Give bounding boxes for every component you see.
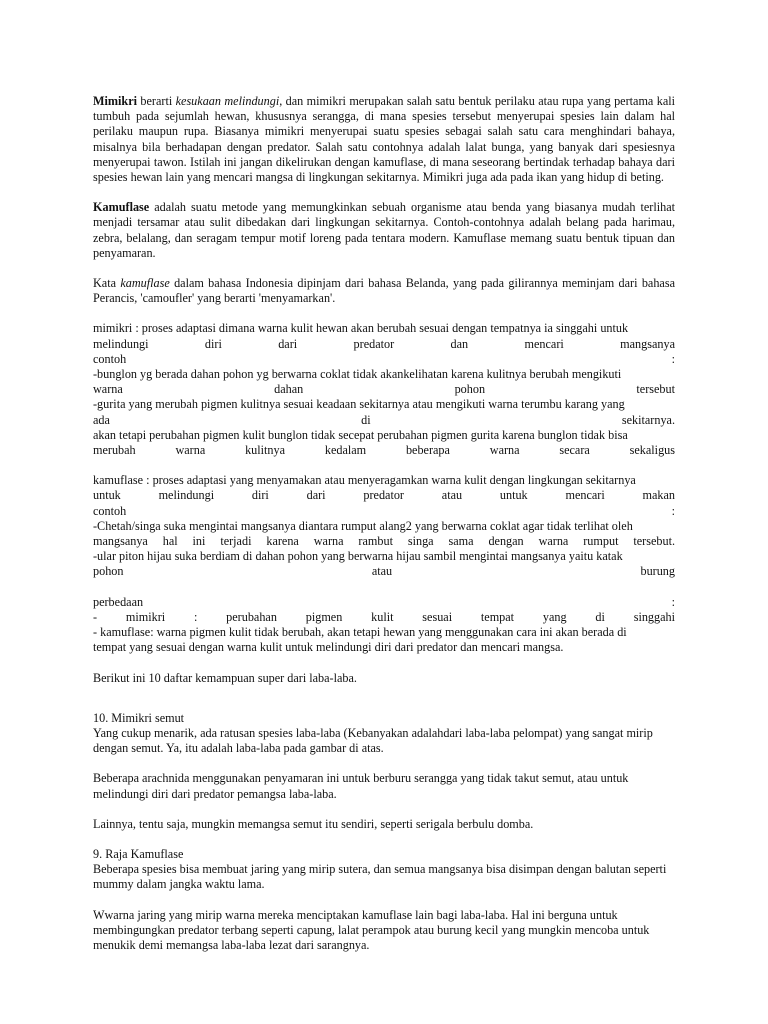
text-span: Kata — [93, 276, 121, 291]
paragraph-kamuflase-definition — [93, 200, 675, 261]
text-span: dalam bahasa Indonesia dipinjam dari bahasa Belanda, yang pada gilirannya meminjam dari bahasa Perancis, 'camoufler' yang berarti 'menyamarkan'. — [93, 276, 675, 306]
text-line: mimikri : proses adaptasi dimana warna kulit hewan akan berubah sesuai dengan tempatnya ia singgahi untuk — [93, 321, 629, 336]
mimikri-block — [93, 321, 675, 458]
term-kamuflase: Kamuflase — [93, 200, 150, 215]
text-line: -ular piton hijau suka berdiam di dahan pohon yang berwarna hijau sambil mengintai mangsanya yaitu katak — [93, 549, 623, 564]
text-line: akan tetapi perubahan pigmen kulit bunglon tidak secepat perubahan pigmen gurita karena bunglon tidak bisa — [93, 427, 628, 442]
text-line: mangsanya hal ini terjadi karena warna rambut singa sama dengan warna rumput tersebut. — [93, 534, 675, 549]
list-intro: Berikut ini 10 daftar kemampuan super dari laba-laba. — [93, 670, 357, 685]
perbedaan-block — [93, 595, 675, 656]
text-line: -Chetah/singa suka mengintai mangsanya diantara rumput alang2 yang berwarna coklat agar tidak terlihat oleh — [93, 518, 633, 533]
text-line: kamuflase : proses adaptasi yang menyamakan atau menyeragamkan warna kulit dengan lingkungan sekitarnya — [93, 473, 636, 488]
text-line: perbedaan : — [93, 594, 675, 609]
text-line: merubah warna kulitnya kedalam beberapa warna secara sekaligus — [93, 443, 675, 458]
text-line: untuk melindungi diri dari predator atau untuk mencari makan — [93, 488, 675, 503]
text-line: melindungi diri dari predator dan mencari mangsanya — [93, 336, 675, 351]
text-line: pohon atau burung — [93, 564, 675, 579]
text-span: , dan mimikri merupakan salah satu bentuk perilaku atau rupa yang pertama kali tumbuh pada sejumlah hewan, khususnya serangga, di mana spesies tersebut menyerupai spesies lain dalam hal perilaku maupun rupa. Biasanya mimikri menyerupai suatu spesies sebagai salah satu cara menghindari bahaya, misalnya bila berhadapan dengan predator. Salah satu contohnya adalah lalat bunga, yang banyak dari spesiesnya menyerupai tawon. Istilah ini jangan dikelirukan dengan kamuflase, di mana seseorang bertindak terhadap bahaya dari spesies hewan lain yang mencari mangsa di lingkungan sekitarnya. Mimikri juga ada pada ikan yang hidup di beting. — [93, 94, 676, 185]
kamuflase-block — [93, 473, 675, 579]
paragraph-etymology — [93, 276, 675, 306]
text-span: berarti — [137, 94, 176, 108]
item-10-paragraph: Lainnya, tentu saja, mungkin memangsa semut itu sendiri, seperti serigala berbulu domba. — [93, 816, 534, 831]
text-line: -gurita yang merubah pigmen kulitnya sesuai keadaan sekitarnya atau mengikuti warna terumbu karang yang — [93, 397, 625, 412]
text-line: warna dahan pohon tersebut — [93, 382, 675, 397]
item-10-section — [93, 711, 675, 832]
item-9-paragraph: Wwarna jaring yang mirip warna mereka menciptakan kamuflase lain bagi laba-laba. Hal ini berguna untuk membingungkan predator terbang seperti capung, lalat perampok atau burung kecil yang mungkin mencoba untuk menukik demi memangsa laba-laba lezat dari sarangnya. — [93, 907, 650, 952]
item-9-heading: 9. Raja Kamuflase — [93, 846, 184, 861]
text-line: - kamuflase: warna pigmen kulit tidak berubah, akan tetapi hewan yang menggunakan cara ini akan berada di — [93, 625, 627, 640]
text-line: - mimikri : perubahan pigmen kulit sesuai tempat yang di singgahi — [93, 609, 675, 624]
text-line: contoh : — [93, 351, 675, 366]
term-mimikri: Mimikri — [93, 94, 138, 108]
emphasis-text: kesukaan melindungi — [175, 94, 280, 108]
text-line: -bunglon yg berada dahan pohon yg berwarna coklat tidak akankelihatan karena kulitnya berubah mengikuti — [93, 367, 622, 382]
text-line: contoh : — [93, 503, 675, 518]
item-9-section — [93, 847, 675, 953]
document-page — [93, 94, 675, 953]
emphasis-kamuflase: kamuflase — [120, 276, 170, 291]
item-10-paragraph: Beberapa arachnida menggunakan penyamaran ini untuk berburu serangga yang tidak takut semut, atau untuk melindungi diri dari predator pemangsa laba-laba. — [93, 771, 629, 801]
item-10-paragraph: Yang cukup menarik, ada ratusan spesies laba-laba (Kebanyakan adalahdari laba-laba pelompat) yang sangat mirip dengan semut. Ya, itu adalah laba-laba pada gambar di atas. — [93, 725, 653, 756]
text-line: ada di sekitarnya. — [93, 412, 675, 427]
text-span: adalah suatu metode yang memungkinkan sebuah organisme atau benda yang biasanya mudah terlihat menjadi tersamar atau sulit dibedakan dari lingkungan sekitarnya. Contoh-contohnya adalah belang pada harimau, zebra, belalang, dan seragam tempur motif loreng pada tentara modern. Kamuflase memang suatu bentuk tipuan dan penyamaran. — [93, 200, 675, 260]
paragraph-mimikri-definition — [93, 94, 675, 185]
item-10-heading: 10. Mimikri semut — [93, 710, 185, 725]
item-9-paragraph: Beberapa spesies bisa membuat jaring yang mirip sutera, dan semua mangsanya bisa disimpan dengan balutan seperti mummy dalam jangka waktu lama. — [93, 862, 667, 892]
text-line: tempat yang sesuai dengan warna kulit untuk melindungi diri dari predator dan mencari mangsa. — [93, 640, 564, 655]
